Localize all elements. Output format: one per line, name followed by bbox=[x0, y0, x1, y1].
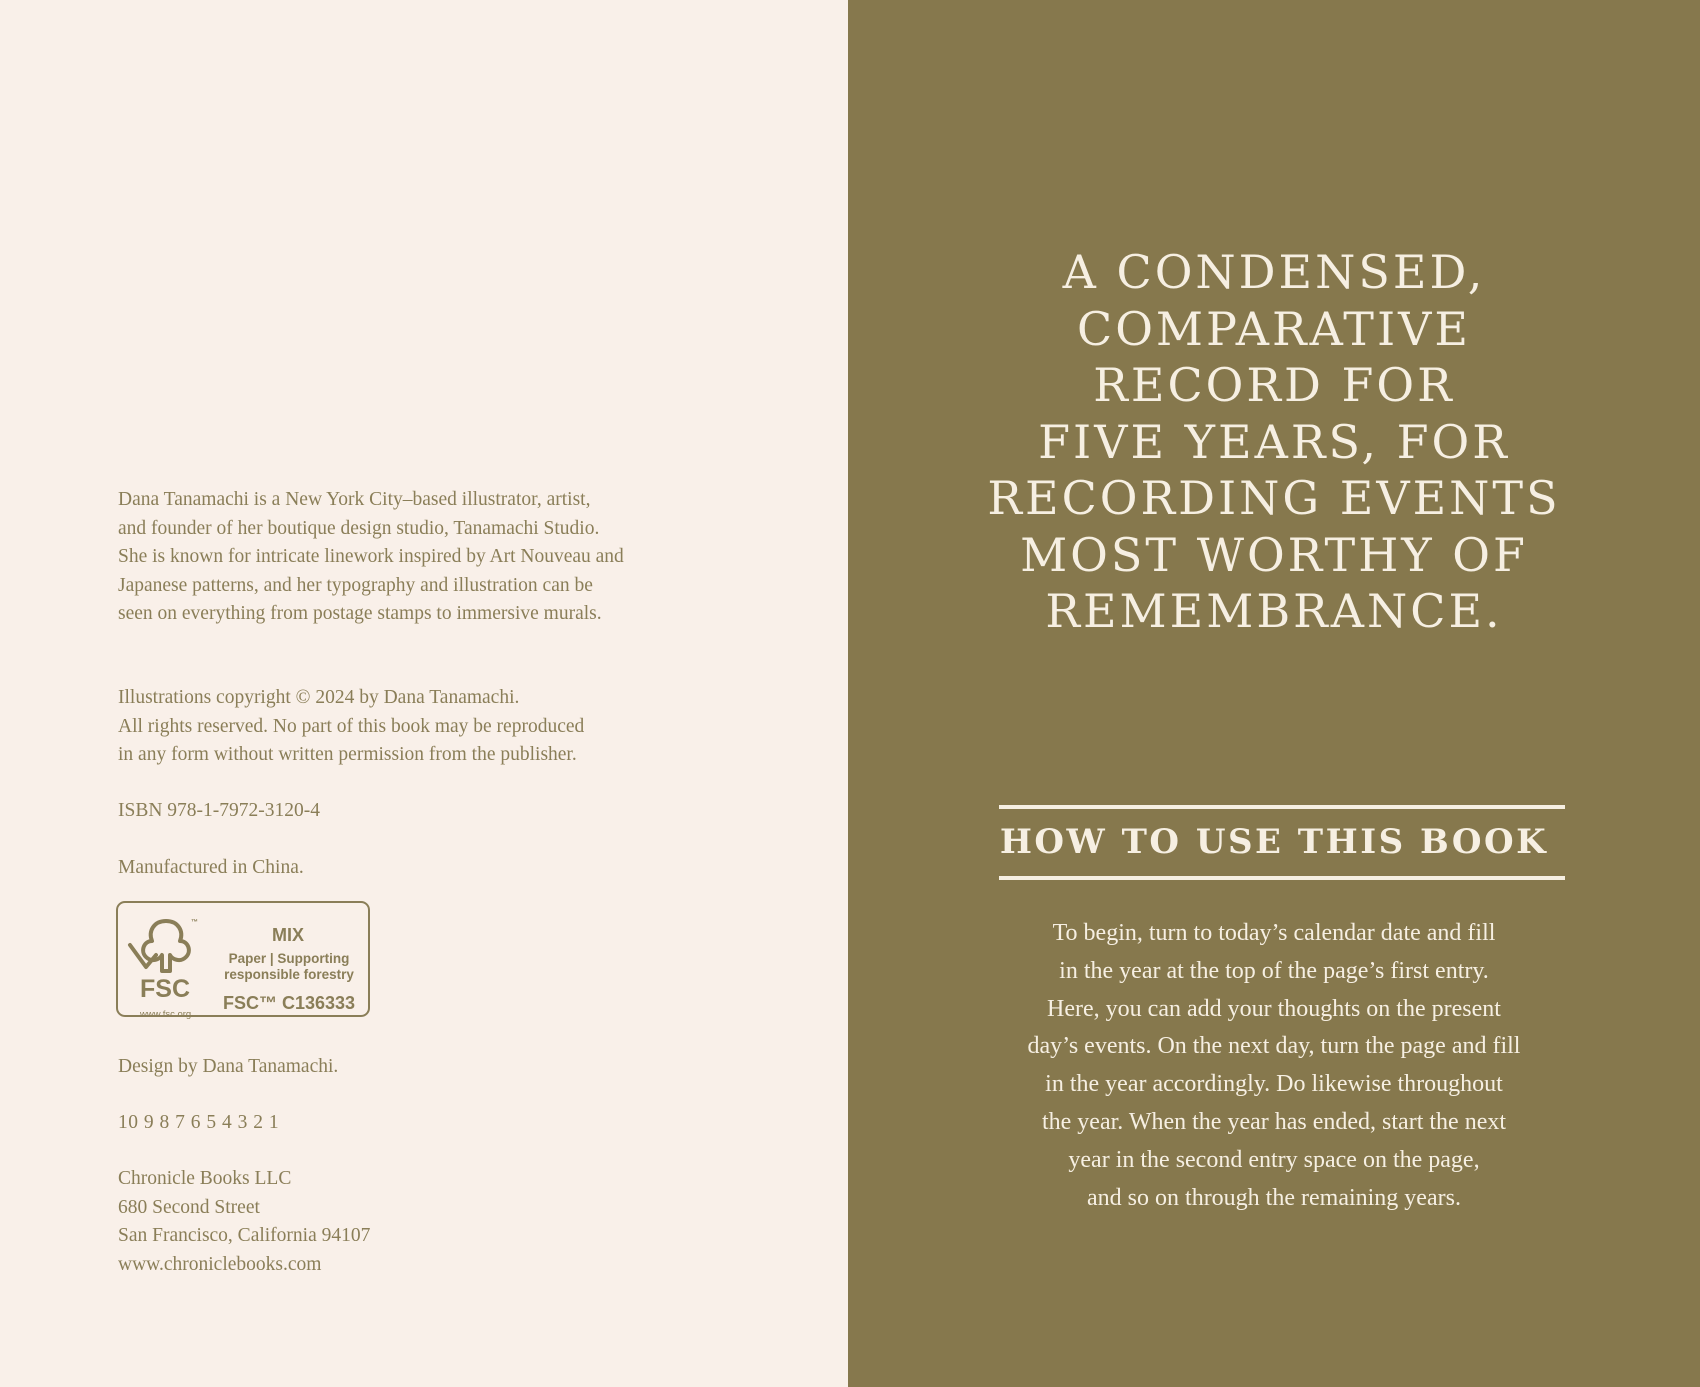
isbn: ISBN 978-1-7972-3120-4 bbox=[118, 800, 321, 821]
section-heading: HOW TO USE THIS BOOK bbox=[999, 822, 1549, 862]
fsc-description: Paper | Supporting responsible forestry bbox=[224, 951, 354, 982]
publisher-address: Chronicle Books LLC 680 Second Street San Francisco, California 94107 www.chroniclebooks.com bbox=[118, 1168, 371, 1275]
copyright-page bbox=[0, 0, 848, 1387]
heading-rule-top bbox=[999, 805, 1565, 809]
intro-page bbox=[848, 0, 1700, 1387]
manufactured-note: Manufactured in China. bbox=[118, 857, 304, 878]
fsc-trademark: ™ bbox=[191, 919, 198, 926]
fsc-mix-label: MIX bbox=[271, 925, 304, 945]
heading-rule-bottom bbox=[999, 876, 1565, 880]
fsc-url: www.fsc.org bbox=[140, 1009, 192, 1020]
fsc-certification-logo bbox=[116, 901, 370, 1020]
motto-heading: A CONDENSED, COMPARATIVE RECORD FOR FIVE YEARS, FOR RECORDING EVENTS MOST WORTHY OF REMEMBRANCE. bbox=[987, 245, 1561, 638]
printing-line: 10 9 8 7 6 5 4 3 2 1 bbox=[118, 1112, 280, 1133]
instructions-text: To begin, turn to today’s calendar date and fill in the year at the top of the page’s first entry. Here, you can add your thoughts on the present day’s events. On the next day, turn the page and fill in the year accordingly. Do likewise throughout the year. When the year has ended, start the next year in the second entry space on the page, and so on through the remaining years. bbox=[1027, 920, 1521, 1211]
fsc-mark: FSC bbox=[140, 975, 190, 1003]
design-credit: Design by Dana Tanamachi. bbox=[118, 1056, 339, 1077]
fsc-license-code: FSC™ C136333 bbox=[222, 993, 356, 1013]
author-bio: Dana Tanamachi is a New York City–based illustrator, artist, and founder of her boutique design studio, Tanamachi Studio. She is known for intricate linework inspired by Art Nouveau and Japanese patterns, and her typography and illustration can be seen on everything from postage stamps to immersive murals. bbox=[118, 489, 624, 624]
copyright-notice: Illustrations copyright © 2024 by Dana Tanamachi. All rights reserved. No part of this book may be reproduced in any form without written permission from the publisher. bbox=[118, 687, 585, 765]
